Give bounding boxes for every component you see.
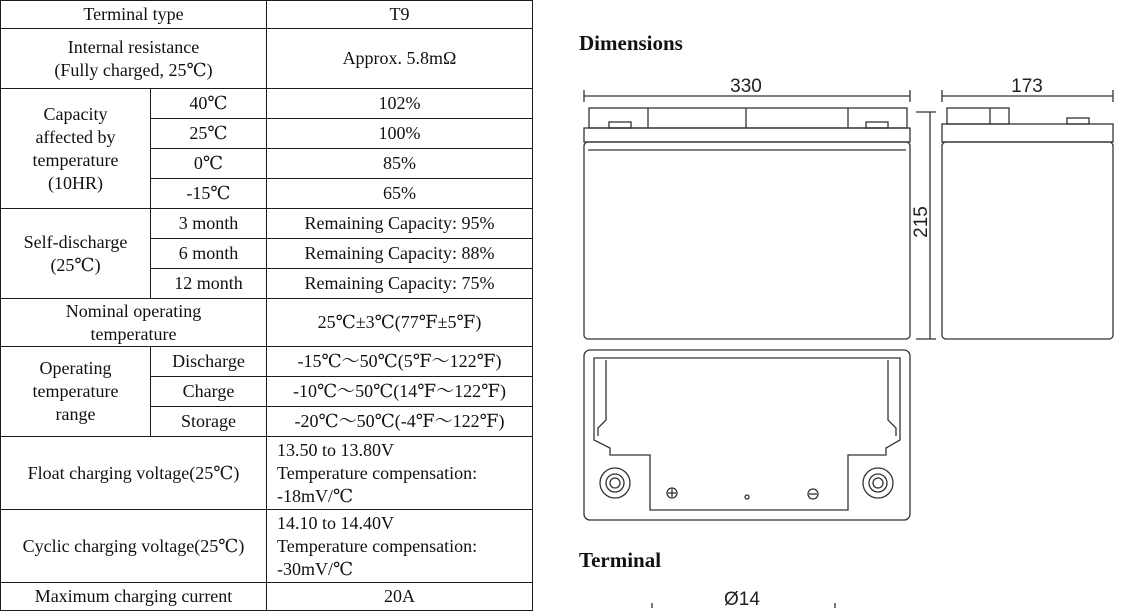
float-voltage-value xyxy=(267,437,533,510)
table-row xyxy=(1,583,533,611)
terminal-diameter-label: Ø14 xyxy=(724,589,760,608)
self-discharge-label xyxy=(1,209,151,299)
cyclic-voltage-value xyxy=(267,510,533,583)
operating-range-label xyxy=(1,347,151,437)
operating-mode-cell: Charge xyxy=(151,377,267,407)
nominal-temp-value: 25℃±3℃(77℉±5℉) xyxy=(267,299,533,347)
max-current-label: Maximum charging current xyxy=(1,583,267,611)
operating-value-cell: -20℃～50℃(-4℉～122℉) xyxy=(267,407,533,437)
dimensions-title: Dimensions xyxy=(579,31,683,55)
length-label: 330 xyxy=(730,76,762,97)
internal-resistance-value: Approx. 5.8mΩ xyxy=(267,29,533,89)
capacity-value-cell: 100% xyxy=(267,119,533,149)
cyclic-voltage-line: 14.10 to 14.40V xyxy=(277,512,394,533)
table-row xyxy=(1,1,533,29)
capacity-label-line: temperature xyxy=(32,149,119,170)
width-label: 173 xyxy=(1011,76,1043,97)
capacity-label-line: (10HR) xyxy=(48,172,103,193)
operating-range-label-line: Operating xyxy=(39,358,112,378)
self-discharge-value-cell: Remaining Capacity: 88% xyxy=(267,239,533,269)
self-discharge-value-cell: Remaining Capacity: 75% xyxy=(267,269,533,299)
capacity-temp-cell: -15℃ xyxy=(151,179,267,209)
float-voltage-line: 13.50 to 13.80V xyxy=(277,439,394,460)
table-row xyxy=(1,29,533,89)
float-voltage-label: Float charging voltage(25℃) xyxy=(1,437,267,510)
front-view xyxy=(584,90,936,339)
capacity-temp-cell: 40℃ xyxy=(151,89,267,119)
capacity-label-line: Capacity xyxy=(43,103,108,124)
operating-mode-cell: Discharge xyxy=(151,347,267,377)
self-discharge-period-cell: 3 month xyxy=(151,209,267,239)
capacity-value-cell: 65% xyxy=(267,179,533,209)
nominal-temp-label-line: Nominal operating xyxy=(65,300,202,321)
operating-value-cell: -15℃～50℃(5℉～122℉) xyxy=(267,347,533,377)
operating-value-cell: -10℃～50℃(14℉～122℉) xyxy=(267,377,533,407)
self-discharge-value-cell: Remaining Capacity: 95% xyxy=(267,209,533,239)
self-discharge-label-line: (25℃) xyxy=(50,254,101,275)
table-row xyxy=(1,437,533,510)
float-voltage-line: Temperature compensation: xyxy=(277,462,478,483)
internal-resistance-label xyxy=(1,29,267,89)
table-row xyxy=(1,347,533,377)
operating-range-label-line: temperature xyxy=(32,381,119,401)
capacity-temp-label xyxy=(1,89,151,209)
float-voltage-line: -18mV/℃ xyxy=(277,485,354,506)
internal-resistance-label-line1: Internal resistance xyxy=(67,36,200,57)
nominal-temp-label xyxy=(1,299,267,347)
self-discharge-period-cell: 12 month xyxy=(151,269,267,299)
cyclic-voltage-line: -30mV/℃ xyxy=(277,558,354,579)
capacity-value-cell: 102% xyxy=(267,89,533,119)
capacity-label-line: affected by xyxy=(35,126,116,147)
table-row xyxy=(1,89,533,119)
table-row xyxy=(1,510,533,583)
self-discharge-label-line: Self-discharge xyxy=(23,231,128,252)
max-current-value: 20A xyxy=(267,583,533,611)
side-view xyxy=(942,90,1113,339)
cyclic-voltage-line: Temperature compensation: xyxy=(277,535,478,556)
terminal-title: Terminal xyxy=(579,548,662,572)
battery-dimension-drawing xyxy=(570,60,1121,608)
cyclic-voltage-label: Cyclic charging voltage(25℃) xyxy=(1,510,267,583)
capacity-temp-cell: 0℃ xyxy=(151,149,267,179)
table-row xyxy=(1,299,533,347)
terminal-type-label: Terminal type xyxy=(1,1,267,29)
table-row xyxy=(1,209,533,239)
operating-range-label-line: range xyxy=(55,404,96,424)
capacity-value-cell: 85% xyxy=(267,149,533,179)
height-label: 215 xyxy=(911,206,932,238)
nominal-temp-label-line: temperature xyxy=(90,323,177,344)
spec-table xyxy=(0,0,533,611)
operating-mode-cell: Storage xyxy=(151,407,267,437)
internal-resistance-label-line2: (Fully charged, 25℃) xyxy=(54,59,213,80)
top-view xyxy=(584,350,910,520)
capacity-temp-cell: 25℃ xyxy=(151,119,267,149)
self-discharge-period-cell: 6 month xyxy=(151,239,267,269)
terminal-type-value: T9 xyxy=(267,1,533,29)
